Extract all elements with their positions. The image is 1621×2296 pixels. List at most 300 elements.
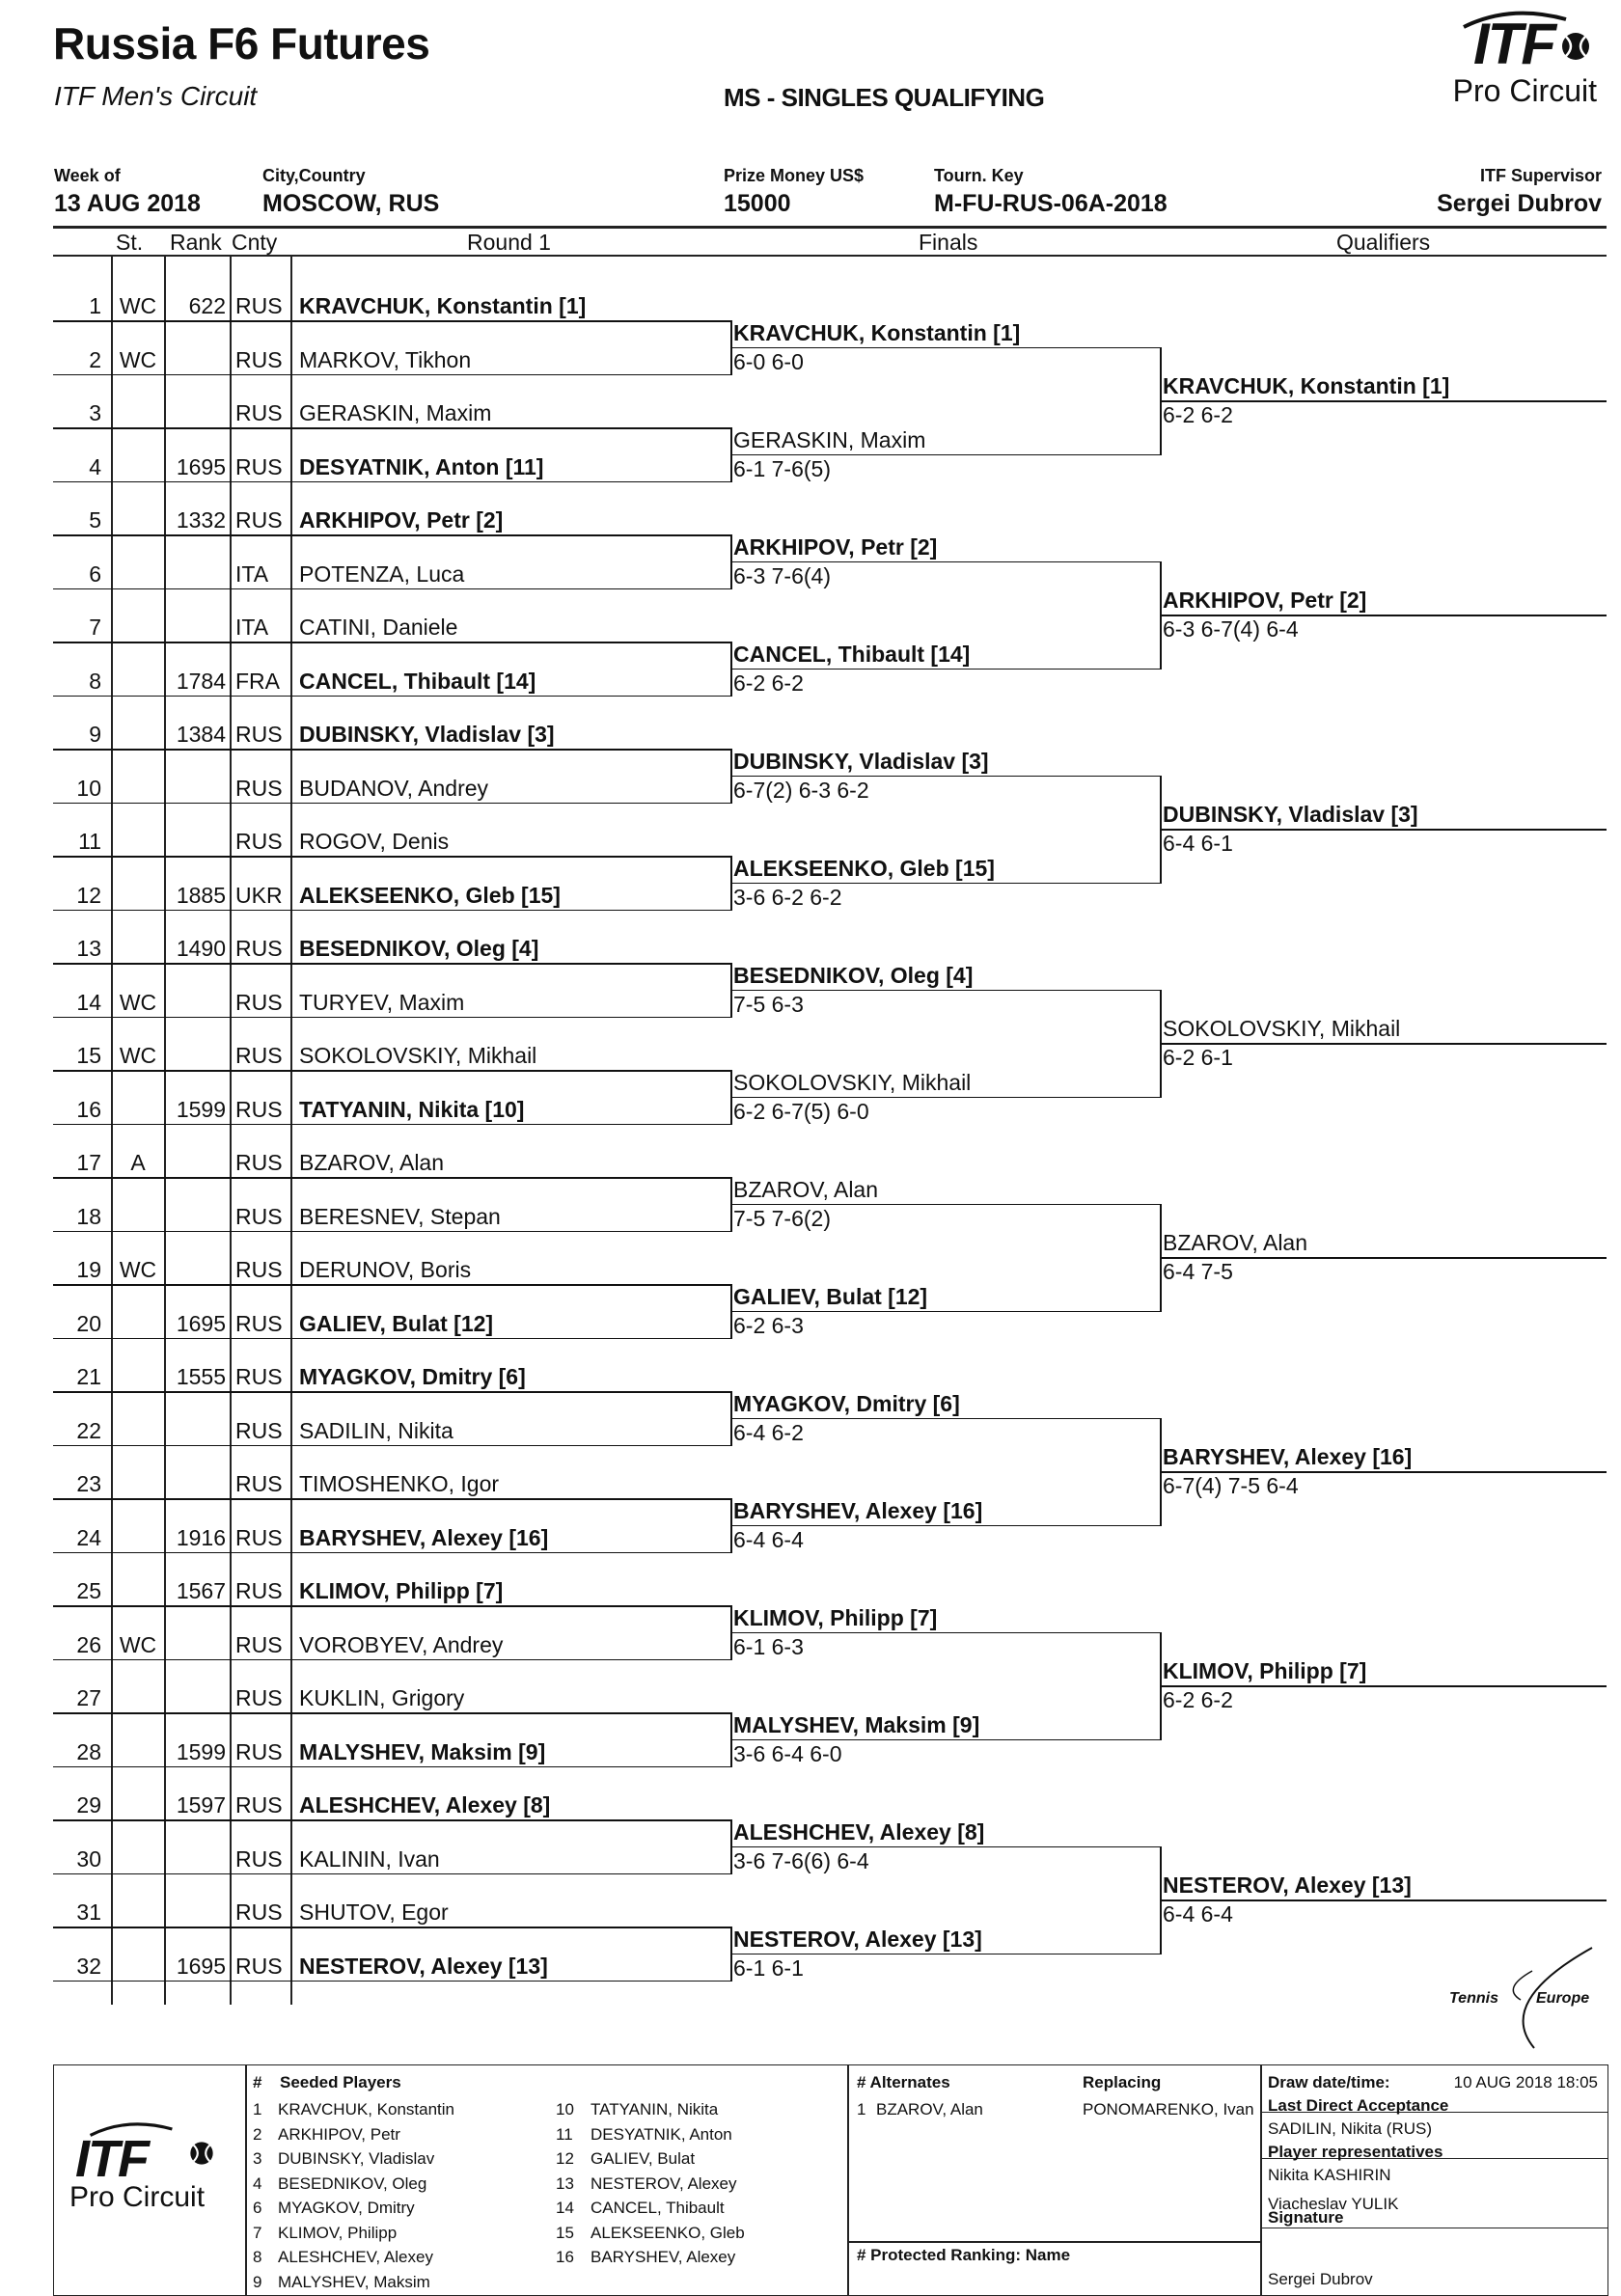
alternate-replacing: PONOMARENKO, Ivan xyxy=(1083,2100,1254,2118)
tourn-key-label: Tourn. Key xyxy=(934,166,1024,185)
draw-position: 17 xyxy=(76,1150,101,1175)
row-line xyxy=(53,856,730,858)
prize-label: Prize Money US$ xyxy=(724,166,865,185)
player-country: RUS xyxy=(235,1578,283,1603)
player-country: RUS xyxy=(235,1150,283,1175)
r2-line xyxy=(730,1418,1160,1420)
r2-line xyxy=(730,1311,1160,1313)
player-rank: 622 xyxy=(188,293,226,318)
player-name: DESYATNIK, Anton [11] xyxy=(299,453,544,479)
seed-number: 1 xyxy=(253,2100,262,2118)
column-header-divider xyxy=(53,255,1607,257)
player-name: CATINI, Daniele xyxy=(299,615,458,640)
entry-status: A xyxy=(130,1150,146,1175)
r2-winner: MALYSHEV, Maksim [9] xyxy=(733,1711,980,1737)
seed-number: 12 xyxy=(556,2149,574,2168)
grid-line-name xyxy=(290,257,292,2005)
player-country: RUS xyxy=(235,1257,283,1282)
player-country: RUS xyxy=(235,1310,283,1336)
seeded-hash: # xyxy=(253,2073,262,2091)
qualifier-score: 6-4 7-5 xyxy=(1163,1259,1233,1285)
replacing-header: Replacing xyxy=(1083,2073,1162,2091)
city-value: MOSCOW, RUS xyxy=(262,190,440,217)
qualifier-line xyxy=(1160,829,1607,831)
draw-position: 11 xyxy=(78,829,101,854)
week-value: 13 AUG 2018 xyxy=(54,190,201,217)
player-rank: 1597 xyxy=(176,1792,226,1818)
player-name: TIMOSHENKO, Igor xyxy=(299,1471,500,1496)
itf-logo-text: ITF xyxy=(1473,12,1554,76)
lda-value: SADILIN, Nikita (RUS) xyxy=(1268,2119,1433,2138)
r2-winner: GERASKIN, Maxim xyxy=(733,426,926,452)
row-line xyxy=(53,1124,730,1126)
row-line xyxy=(53,1070,730,1072)
player-name: KALININ, Ivan xyxy=(299,1845,440,1872)
alternates-header: # Alternates xyxy=(857,2073,950,2091)
player-rank: 1695 xyxy=(176,453,226,479)
player-name: MARKOV, Tikhon xyxy=(299,346,472,372)
row-line xyxy=(53,1981,730,1982)
player-country: RUS xyxy=(235,1953,283,1979)
row-line xyxy=(53,642,730,643)
r2-line xyxy=(730,561,1160,563)
r2-winner: CANCEL, Thibault [14] xyxy=(733,641,971,667)
draw-position: 5 xyxy=(89,507,101,533)
player-country: RUS xyxy=(235,989,283,1015)
r2-line xyxy=(730,347,1160,349)
draw-position: 3 xyxy=(89,400,101,425)
qualifier-name: NESTEROV, Alexey [13] xyxy=(1163,1872,1412,1899)
r2-score: 6-1 6-3 xyxy=(733,1633,804,1659)
seeded-player-name: MALYSHEV, Maksim xyxy=(278,2272,430,2291)
lda-label: Last Direct Acceptance xyxy=(1268,2096,1449,2115)
seed-number: 6 xyxy=(253,2199,262,2217)
draw-position: 12 xyxy=(76,882,101,908)
seeded-player-name: ARKHIPOV, Petr xyxy=(278,2124,400,2144)
draw-position: 7 xyxy=(89,615,101,640)
seeded-player-name: TATYANIN, Nikita xyxy=(591,2100,719,2118)
draw-position: 16 xyxy=(76,1096,101,1122)
qualifier-name: KLIMOV, Philipp [7] xyxy=(1163,1658,1367,1684)
draw-position: 21 xyxy=(76,1364,101,1389)
player-name: TATYANIN, Nikita [10] xyxy=(299,1096,525,1122)
seeded-player-name: KRAVCHUK, Konstantin xyxy=(278,2100,454,2118)
player-country: RUS xyxy=(235,1364,283,1389)
r2-score: 6-4 6-4 xyxy=(733,1526,804,1552)
r2-winner: ALEKSEENKO, Gleb [15] xyxy=(733,855,995,881)
r2-line xyxy=(730,776,1160,778)
draw-position: 23 xyxy=(76,1471,101,1496)
row-line xyxy=(53,481,730,483)
r2-winner: ALESHCHEV, Alexey [8] xyxy=(733,1818,985,1845)
player-country: RUS xyxy=(235,1792,283,1818)
player-country: RUS xyxy=(235,775,283,801)
row-line xyxy=(53,963,730,965)
player-name: VOROBYEV, Andrey xyxy=(299,1631,504,1657)
seeded-header: Seeded Players xyxy=(280,2073,401,2091)
grid-line-st xyxy=(111,257,113,2005)
row-line xyxy=(53,1552,730,1554)
entry-status: WC xyxy=(119,346,157,372)
player-rank: 1490 xyxy=(176,936,226,961)
r2-line xyxy=(730,1739,1160,1741)
footer-itf-logo xyxy=(69,2125,234,2214)
qualifier-line xyxy=(1160,1900,1607,1901)
r2-winner: NESTEROV, Alexey [13] xyxy=(733,1926,982,1952)
col-st: St. xyxy=(116,230,144,255)
player-name: GALIEV, Bulat [12] xyxy=(299,1310,494,1336)
qualifier-score: 6-2 6-2 xyxy=(1163,1687,1233,1713)
draw-position: 8 xyxy=(89,668,101,694)
tennis-europe-logo xyxy=(1438,1944,1602,2050)
draw-position: 25 xyxy=(76,1578,101,1603)
player-country: RUS xyxy=(235,936,283,961)
qualifier-score: 6-3 6-7(4) 6-4 xyxy=(1163,616,1299,642)
footer-itf-text: ITF xyxy=(75,2130,148,2188)
row-line xyxy=(53,1712,730,1714)
signature-value: Sergei Dubrov xyxy=(1268,2270,1373,2288)
prize-value: 15000 xyxy=(724,190,791,217)
qualifier-line xyxy=(1160,615,1607,616)
qualifier-score: 6-4 6-4 xyxy=(1163,1901,1233,1927)
draw-position: 22 xyxy=(76,1417,101,1443)
r2-line xyxy=(730,454,1160,456)
r2-score: 6-0 6-0 xyxy=(733,348,804,374)
tourn-key-value: M-FU-RUS-06A-2018 xyxy=(934,190,1168,217)
r2-score: 3-6 7-6(6) 6-4 xyxy=(733,1847,869,1873)
row-line xyxy=(53,534,730,536)
draw-position: 14 xyxy=(76,989,101,1015)
r2-winner: SOKOLOVSKIY, Mikhail xyxy=(733,1069,972,1095)
player-rank: 1784 xyxy=(176,668,226,694)
seeded-player-name: CANCEL, Thibault xyxy=(591,2199,725,2217)
player-name: GERASKIN, Maxim xyxy=(299,400,492,425)
player-rank: 1599 xyxy=(176,1738,226,1764)
player-rank: 1695 xyxy=(176,1953,226,1979)
qualifier-line xyxy=(1160,1685,1607,1687)
col-round1: Round 1 xyxy=(467,230,551,255)
r2-winner: BARYSHEV, Alexey [16] xyxy=(733,1497,983,1523)
player-name: MYAGKOV, Dmitry [6] xyxy=(299,1364,526,1389)
player-name: BARYSHEV, Alexey [16] xyxy=(299,1524,549,1550)
seeded-player-name: ALESHCHEV, Alexey xyxy=(278,2248,433,2266)
r2-score: 6-4 6-2 xyxy=(733,1419,804,1445)
player-name: BZAROV, Alan xyxy=(299,1150,445,1175)
row-line xyxy=(53,749,730,751)
player-name: POTENZA, Luca xyxy=(299,560,465,587)
player-rank: 1332 xyxy=(176,507,226,533)
player-name: CANCEL, Thibault [14] xyxy=(299,668,536,694)
r2-score: 6-2 6-3 xyxy=(733,1312,804,1338)
player-country: RUS xyxy=(235,346,283,372)
r2-winner: GALIEV, Bulat [12] xyxy=(733,1283,928,1309)
row-line xyxy=(53,320,730,322)
col-qualifiers: Qualifiers xyxy=(1336,230,1431,255)
r2-score: 7-5 6-3 xyxy=(733,991,804,1017)
seeded-player-name: MYAGKOV, Dmitry xyxy=(278,2199,415,2217)
entry-status: WC xyxy=(119,1257,157,1282)
qualifier-line xyxy=(1160,1043,1607,1045)
r2-line xyxy=(730,990,1160,992)
player-country: RUS xyxy=(235,453,283,479)
footer-panel xyxy=(53,2064,1608,2296)
row-line xyxy=(53,1659,730,1661)
draw-position: 30 xyxy=(76,1845,101,1872)
r2-winner: KRAVCHUK, Konstantin [1] xyxy=(733,319,1021,345)
row-line xyxy=(53,1498,730,1500)
alternate-name: BZAROV, Alan xyxy=(876,2100,983,2118)
seed-number: 7 xyxy=(253,2223,262,2242)
footer-divider-1 xyxy=(245,2065,247,2295)
player-country: RUS xyxy=(235,1417,283,1443)
r2-winner: KLIMOV, Philipp [7] xyxy=(733,1604,938,1630)
seeded-player-name: GALIEV, Bulat xyxy=(591,2149,696,2168)
player-name: TURYEV, Maxim xyxy=(299,989,465,1015)
r2-winner: BZAROV, Alan xyxy=(733,1176,879,1202)
r2-score: 3-6 6-2 6-2 xyxy=(733,884,842,910)
footer-tennis-ball-icon xyxy=(187,2139,216,2168)
tennis-europe-text-1: Tennis xyxy=(1449,1990,1498,2007)
footer-itf-swoosh-icon xyxy=(83,2121,179,2137)
qualifier-name: BARYSHEV, Alexey [16] xyxy=(1163,1444,1413,1470)
row-line xyxy=(53,1017,730,1019)
row-line xyxy=(53,1605,730,1607)
r2-score: 3-6 6-4 6-0 xyxy=(733,1740,842,1766)
row-line xyxy=(53,1284,730,1286)
tennis-europe-text-2: Europe xyxy=(1536,1990,1590,2007)
header-divider xyxy=(53,226,1607,229)
player-name: BUDANOV, Andrey xyxy=(299,775,489,801)
r2-score: 6-3 7-6(4) xyxy=(733,562,831,588)
row-line xyxy=(53,1927,730,1928)
qualifier-name: SOKOLOVSKIY, Mikhail xyxy=(1163,1016,1401,1042)
pro-circuit-text: Pro Circuit xyxy=(1452,73,1597,108)
draw-position: 10 xyxy=(76,775,101,801)
qualifier-name: KRAVCHUK, Konstantin [1] xyxy=(1163,373,1450,399)
seed-number: 4 xyxy=(253,2173,262,2193)
player-rank: 1885 xyxy=(176,882,226,908)
row-line xyxy=(53,1338,730,1340)
r2-line xyxy=(730,669,1160,670)
draw-position: 24 xyxy=(76,1524,101,1550)
draw-position: 26 xyxy=(76,1631,101,1657)
row-line xyxy=(53,1766,730,1768)
player-country: RUS xyxy=(235,1524,283,1550)
draw-position: 4 xyxy=(89,453,101,479)
draw-position: 1 xyxy=(89,293,101,318)
r2-line xyxy=(730,1954,1160,1955)
player-name: KRAVCHUK, Konstantin [1] xyxy=(299,293,587,318)
qualifier-line xyxy=(1160,1257,1607,1259)
supervisor-value: Sergei Dubrov xyxy=(1437,190,1602,217)
entry-status: WC xyxy=(119,1631,157,1657)
supervisor-label: ITF Supervisor xyxy=(1479,166,1602,185)
seed-number: 8 xyxy=(253,2248,262,2266)
qualifier-score: 6-7(4) 7-5 6-4 xyxy=(1163,1473,1299,1499)
protected-ranking-header: # Protected Ranking: Name xyxy=(857,2246,1071,2264)
draw-position: 32 xyxy=(76,1953,101,1979)
draw-position: 18 xyxy=(76,1203,101,1229)
draw-position: 27 xyxy=(76,1685,101,1710)
col-rank: Rank xyxy=(170,230,222,255)
week-label: Week of xyxy=(54,166,121,185)
seeded-player-name: ALEKSEENKO, Gleb xyxy=(591,2223,745,2242)
r2-winner: DUBINSKY, Vladislav [3] xyxy=(733,748,989,774)
col-cnty: Cnty xyxy=(232,230,278,255)
player-name: DERUNOV, Boris xyxy=(299,1257,472,1282)
entry-status: WC xyxy=(119,1043,157,1068)
draw-position: 29 xyxy=(76,1792,101,1818)
player-name: NESTEROV, Alexey [13] xyxy=(299,1953,548,1979)
player-name: BERESNEV, Stepan xyxy=(299,1203,501,1229)
seeded-player-name: KLIMOV, Philipp xyxy=(278,2223,398,2242)
row-line xyxy=(53,910,730,912)
qualifier-name: ARKHIPOV, Petr [2] xyxy=(1163,588,1367,614)
footer-divider-2 xyxy=(847,2065,849,2295)
player-country: ITA xyxy=(235,560,269,587)
qualifier-score: 6-2 6-1 xyxy=(1163,1045,1233,1071)
itf-logo xyxy=(1423,14,1597,106)
player-country: UKR xyxy=(235,882,283,908)
seed-number: 11 xyxy=(556,2124,573,2144)
player-rank: 1384 xyxy=(176,722,226,747)
player-name: ARKHIPOV, Petr [2] xyxy=(299,507,504,533)
player-country: RUS xyxy=(235,1631,283,1657)
footer-protected-divider xyxy=(847,2241,1260,2243)
player-country: RUS xyxy=(235,1845,283,1872)
seed-number: 2 xyxy=(253,2124,262,2144)
seeded-player-name: DUBINSKY, Vladislav xyxy=(278,2149,435,2168)
qualifier-score: 6-2 6-2 xyxy=(1163,402,1233,428)
row-line xyxy=(53,1445,730,1447)
signature-label: Signature xyxy=(1268,2208,1344,2227)
seed-number: 15 xyxy=(556,2223,574,2242)
seeded-player-name: BARYSHEV, Alexey xyxy=(591,2248,736,2266)
r2-line xyxy=(730,883,1160,885)
r2-winner: BESEDNIKOV, Oleg [4] xyxy=(733,962,974,988)
player-name: ROGOV, Denis xyxy=(299,829,450,854)
r2-score: 6-2 6-2 xyxy=(733,670,804,696)
entry-status: WC xyxy=(119,293,157,318)
draw-date-value: 10 AUG 2018 18:05 xyxy=(1453,2073,1598,2091)
rep-1: Nikita KASHIRIN xyxy=(1268,2166,1391,2184)
draw-position: 13 xyxy=(76,936,101,961)
r2-line xyxy=(730,1097,1160,1099)
player-country: RUS xyxy=(235,1900,283,1925)
player-country: RUS xyxy=(235,722,283,747)
player-name: SOKOLOVSKIY, Mikhail xyxy=(299,1043,537,1068)
player-name: SHUTOV, Egor xyxy=(299,1900,449,1925)
player-country: RUS xyxy=(235,507,283,533)
seeded-player-name: DESYATNIK, Anton xyxy=(591,2124,732,2144)
qualifier-name: BZAROV, Alan xyxy=(1163,1230,1308,1256)
row-line xyxy=(53,1231,730,1233)
reps-label: Player representatives xyxy=(1268,2143,1443,2161)
row-line xyxy=(53,1177,730,1179)
row-line xyxy=(53,1873,730,1875)
r2-score: 6-1 7-6(5) xyxy=(733,455,831,481)
player-rank: 1555 xyxy=(176,1364,226,1389)
player-country: RUS xyxy=(235,400,283,425)
seed-number: 9 xyxy=(253,2272,262,2291)
player-name: ALEKSEENKO, Gleb [15] xyxy=(299,882,561,908)
r2-score: 6-7(2) 6-3 6-2 xyxy=(733,777,869,803)
player-rank: 1695 xyxy=(176,1310,226,1336)
qualifier-line xyxy=(1160,400,1607,402)
draw-position: 19 xyxy=(76,1257,101,1282)
grid-line-cnty xyxy=(230,257,232,2005)
r2-line xyxy=(730,1525,1160,1527)
row-line xyxy=(53,427,730,429)
entry-status: WC xyxy=(119,989,157,1015)
draw-position: 2 xyxy=(89,346,101,372)
r2-score: 7-5 7-6(2) xyxy=(733,1205,831,1231)
player-country: RUS xyxy=(235,1043,283,1068)
qualifier-line xyxy=(1160,1471,1607,1473)
draw-date-label: Draw date/time: xyxy=(1268,2073,1390,2091)
city-label: City,Country xyxy=(262,166,366,185)
draw-position: 20 xyxy=(76,1310,101,1336)
r2-score: 6-1 6-1 xyxy=(733,1954,804,1981)
footer-pro-circuit-text: Pro Circuit xyxy=(69,2181,206,2213)
draw-position: 28 xyxy=(76,1738,101,1764)
col-finals: Finals xyxy=(919,230,978,255)
player-name: KLIMOV, Philipp [7] xyxy=(299,1578,504,1603)
player-name: ALESHCHEV, Alexey [8] xyxy=(299,1792,551,1818)
qualifier-name: DUBINSKY, Vladislav [3] xyxy=(1163,802,1418,828)
player-name: BESEDNIKOV, Oleg [4] xyxy=(299,936,539,961)
tennis-ball-icon xyxy=(1558,29,1593,64)
rep-2: Viacheslav YULIK xyxy=(1268,2195,1399,2213)
seeded-player-name: BESEDNIKOV, Oleg xyxy=(278,2173,427,2193)
draw-position: 6 xyxy=(89,560,101,587)
seed-number: 16 xyxy=(556,2248,574,2266)
player-rank: 1916 xyxy=(176,1524,226,1550)
r2-score: 6-2 6-7(5) 6-0 xyxy=(733,1098,869,1124)
draw-position: 31 xyxy=(76,1900,101,1925)
player-country: RUS xyxy=(235,1685,283,1710)
player-country: RUS xyxy=(235,1096,283,1122)
draw-position: 15 xyxy=(76,1043,101,1068)
player-country: RUS xyxy=(235,1738,283,1764)
player-country: RUS xyxy=(235,829,283,854)
row-line xyxy=(53,803,730,805)
player-rank: 1599 xyxy=(176,1096,226,1122)
player-name: DUBINSKY, Vladislav [3] xyxy=(299,722,555,747)
r2-line xyxy=(730,1204,1160,1206)
circuit-subtitle: ITF Men's Circuit xyxy=(54,81,258,111)
alternate-number: 1 xyxy=(857,2100,866,2118)
seed-number: 3 xyxy=(253,2149,262,2168)
player-country: RUS xyxy=(235,293,283,318)
player-country: ITA xyxy=(235,615,269,640)
player-country: RUS xyxy=(235,1471,283,1496)
r2-line xyxy=(730,1846,1160,1848)
footer-divider-3 xyxy=(1260,2065,1262,2295)
player-name: KUKLIN, Grigory xyxy=(299,1685,465,1710)
qualifier-score: 6-4 6-1 xyxy=(1163,831,1233,857)
row-line xyxy=(53,374,730,376)
seed-number: 14 xyxy=(556,2199,574,2217)
player-country: RUS xyxy=(235,1203,283,1229)
player-name: MALYSHEV, Maksim [9] xyxy=(299,1738,546,1764)
player-name: SADILIN, Nikita xyxy=(299,1417,453,1443)
row-line xyxy=(53,696,730,697)
tournament-title: Russia F6 Futures xyxy=(53,18,430,68)
r2-winner: ARKHIPOV, Petr [2] xyxy=(733,533,938,560)
event-name: MS - SINGLES QUALIFYING xyxy=(724,83,1045,112)
r2-winner: MYAGKOV, Dmitry [6] xyxy=(733,1390,960,1416)
